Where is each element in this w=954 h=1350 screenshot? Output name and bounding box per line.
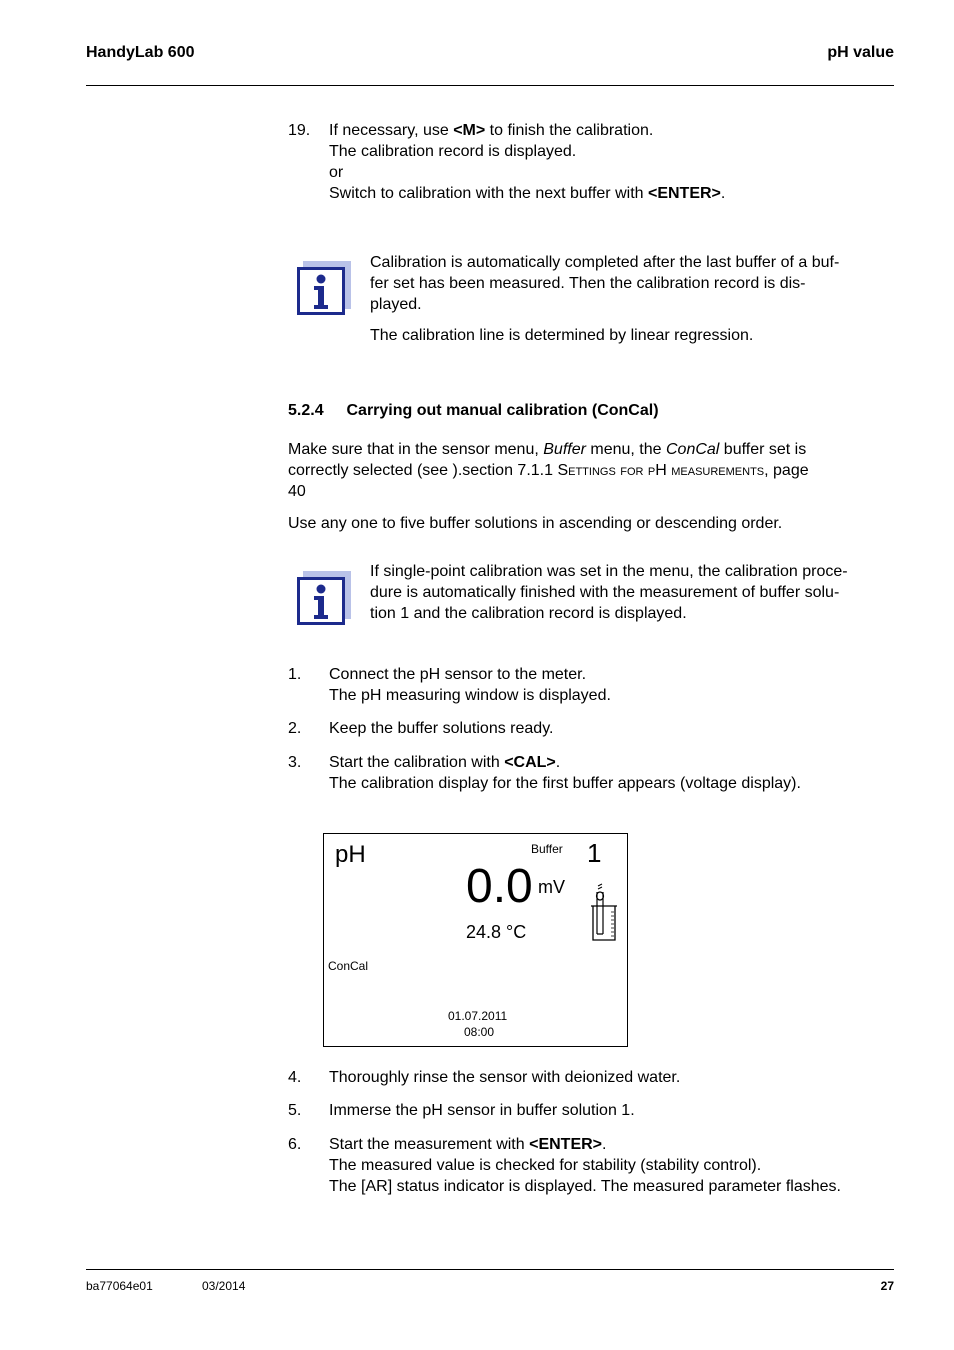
section-title: Carrying out manual calibration (ConCal): [346, 402, 659, 419]
footer-rule: [86, 1269, 894, 1270]
header-rule: [86, 85, 894, 86]
step-3: [288, 752, 894, 794]
intro-paragraph-2: Use any one to five buffer solutions in ascending or descending order.: [288, 515, 783, 532]
step-number: 6.: [288, 1136, 302, 1153]
step-result: The pH measuring window is displayed.: [329, 687, 611, 704]
key-enter: <ENTER>: [529, 1136, 603, 1153]
text-run: menu, the: [585, 441, 666, 458]
note-line: fer set has been measured. Then the calibration record is dis-: [370, 275, 806, 292]
display-date: 01.07.2011: [448, 1009, 508, 1023]
step-1: [288, 664, 894, 706]
display-mode-label: pH: [335, 841, 366, 868]
cross-reference: Settings for pH measurements: [557, 462, 765, 479]
step-text-part: .: [602, 1136, 607, 1153]
footer-doc-id: ba77064e01: [86, 1279, 153, 1293]
step-5: [288, 1100, 894, 1121]
note-line: dure is automatically finished with the measurement of buffer solu-: [370, 584, 840, 601]
step-number: 1.: [288, 666, 302, 683]
footer-date: 03/2014: [202, 1279, 246, 1293]
measured-value: 0.0: [466, 860, 533, 913]
buffer-number: 1: [587, 838, 602, 868]
step-result: The measured value is checked for stability (stability control).: [329, 1157, 762, 1174]
step-number: 19.: [288, 122, 311, 139]
info-icon: [297, 261, 351, 315]
step-text: Keep the buffer solutions ready.: [329, 720, 554, 737]
step-result: The [AR] status indicator is displayed. The measured parameter flashes.: [329, 1178, 841, 1195]
step-2: [288, 718, 894, 739]
key-enter: <ENTER>: [647, 185, 721, 202]
step-text-part: to finish the calibration.: [485, 122, 654, 139]
step-text-part: Start the calibration with: [329, 754, 505, 771]
note-line: tion 1 and the calibration record is displayed.: [370, 605, 687, 622]
running-header-section: pH value: [827, 44, 894, 61]
key-m: <M>: [453, 122, 486, 139]
text-run: Make sure that in the sensor menu,: [288, 441, 544, 458]
step-text-part: Start the measurement with: [329, 1136, 530, 1153]
step-text: Thoroughly rinse the sensor with deionized water.: [329, 1069, 681, 1086]
step-result: The calibration display for the first buffer appears (voltage display).: [329, 775, 801, 792]
step-or: or: [329, 164, 344, 181]
key-cal: <CAL>: [504, 754, 556, 771]
info-note-1: [370, 252, 894, 356]
note-line: played.: [370, 296, 422, 313]
step-result: The calibration record is displayed.: [329, 143, 577, 160]
note-line: Calibration is automatically completed after the last buffer of a buf-: [370, 254, 840, 271]
beaker-electrode-icon: [589, 882, 619, 947]
step-number: 4.: [288, 1069, 302, 1086]
page-number: 27: [880, 1279, 894, 1293]
info-note-2: [370, 561, 894, 624]
info-icon: [297, 571, 351, 625]
page-ref: 40: [288, 483, 306, 500]
menu-name-buffer: Buffer: [543, 441, 586, 458]
step-number: 2.: [288, 720, 302, 737]
temperature-readout: 24.8 °C: [466, 922, 527, 942]
text-run: buffer set is: [719, 441, 807, 458]
step-19: [288, 120, 894, 204]
step-number: 3.: [288, 754, 302, 771]
menu-name-concal: ConCal: [665, 441, 720, 458]
step-number: 5.: [288, 1102, 302, 1119]
buffer-label: Buffer: [531, 842, 563, 856]
section-heading: [288, 402, 659, 420]
note-paragraph: The calibration line is determined by linear regression.: [370, 327, 754, 344]
buffer-set-label: ConCal: [328, 959, 369, 973]
intro-paragraph: [288, 439, 894, 502]
step-4: [288, 1067, 894, 1088]
note-line: If single-point calibration was set in the menu, the calibration proce-: [370, 563, 848, 580]
step-text: [329, 120, 899, 204]
value-unit: mV: [538, 877, 565, 897]
display-time: 08:00: [464, 1025, 495, 1039]
running-header-title: HandyLab 600: [86, 44, 195, 61]
step-text-part: If necessary, use: [329, 122, 454, 139]
step-6: [288, 1134, 894, 1197]
meter-display: [323, 833, 628, 1047]
step-text-part: .: [720, 185, 726, 202]
section-number: 5.2.4: [288, 402, 324, 419]
step-text-part: .: [555, 754, 561, 771]
step-text: Connect the pH sensor to the meter.: [329, 666, 587, 683]
step-text: Immerse the pH sensor in buffer solution 1.: [329, 1102, 635, 1119]
text-run: , page: [764, 462, 809, 479]
text-run: correctly selected (see ).section 7.1.1: [288, 462, 558, 479]
step-text-part: Switch to calibration with the next buffer with: [329, 185, 648, 202]
